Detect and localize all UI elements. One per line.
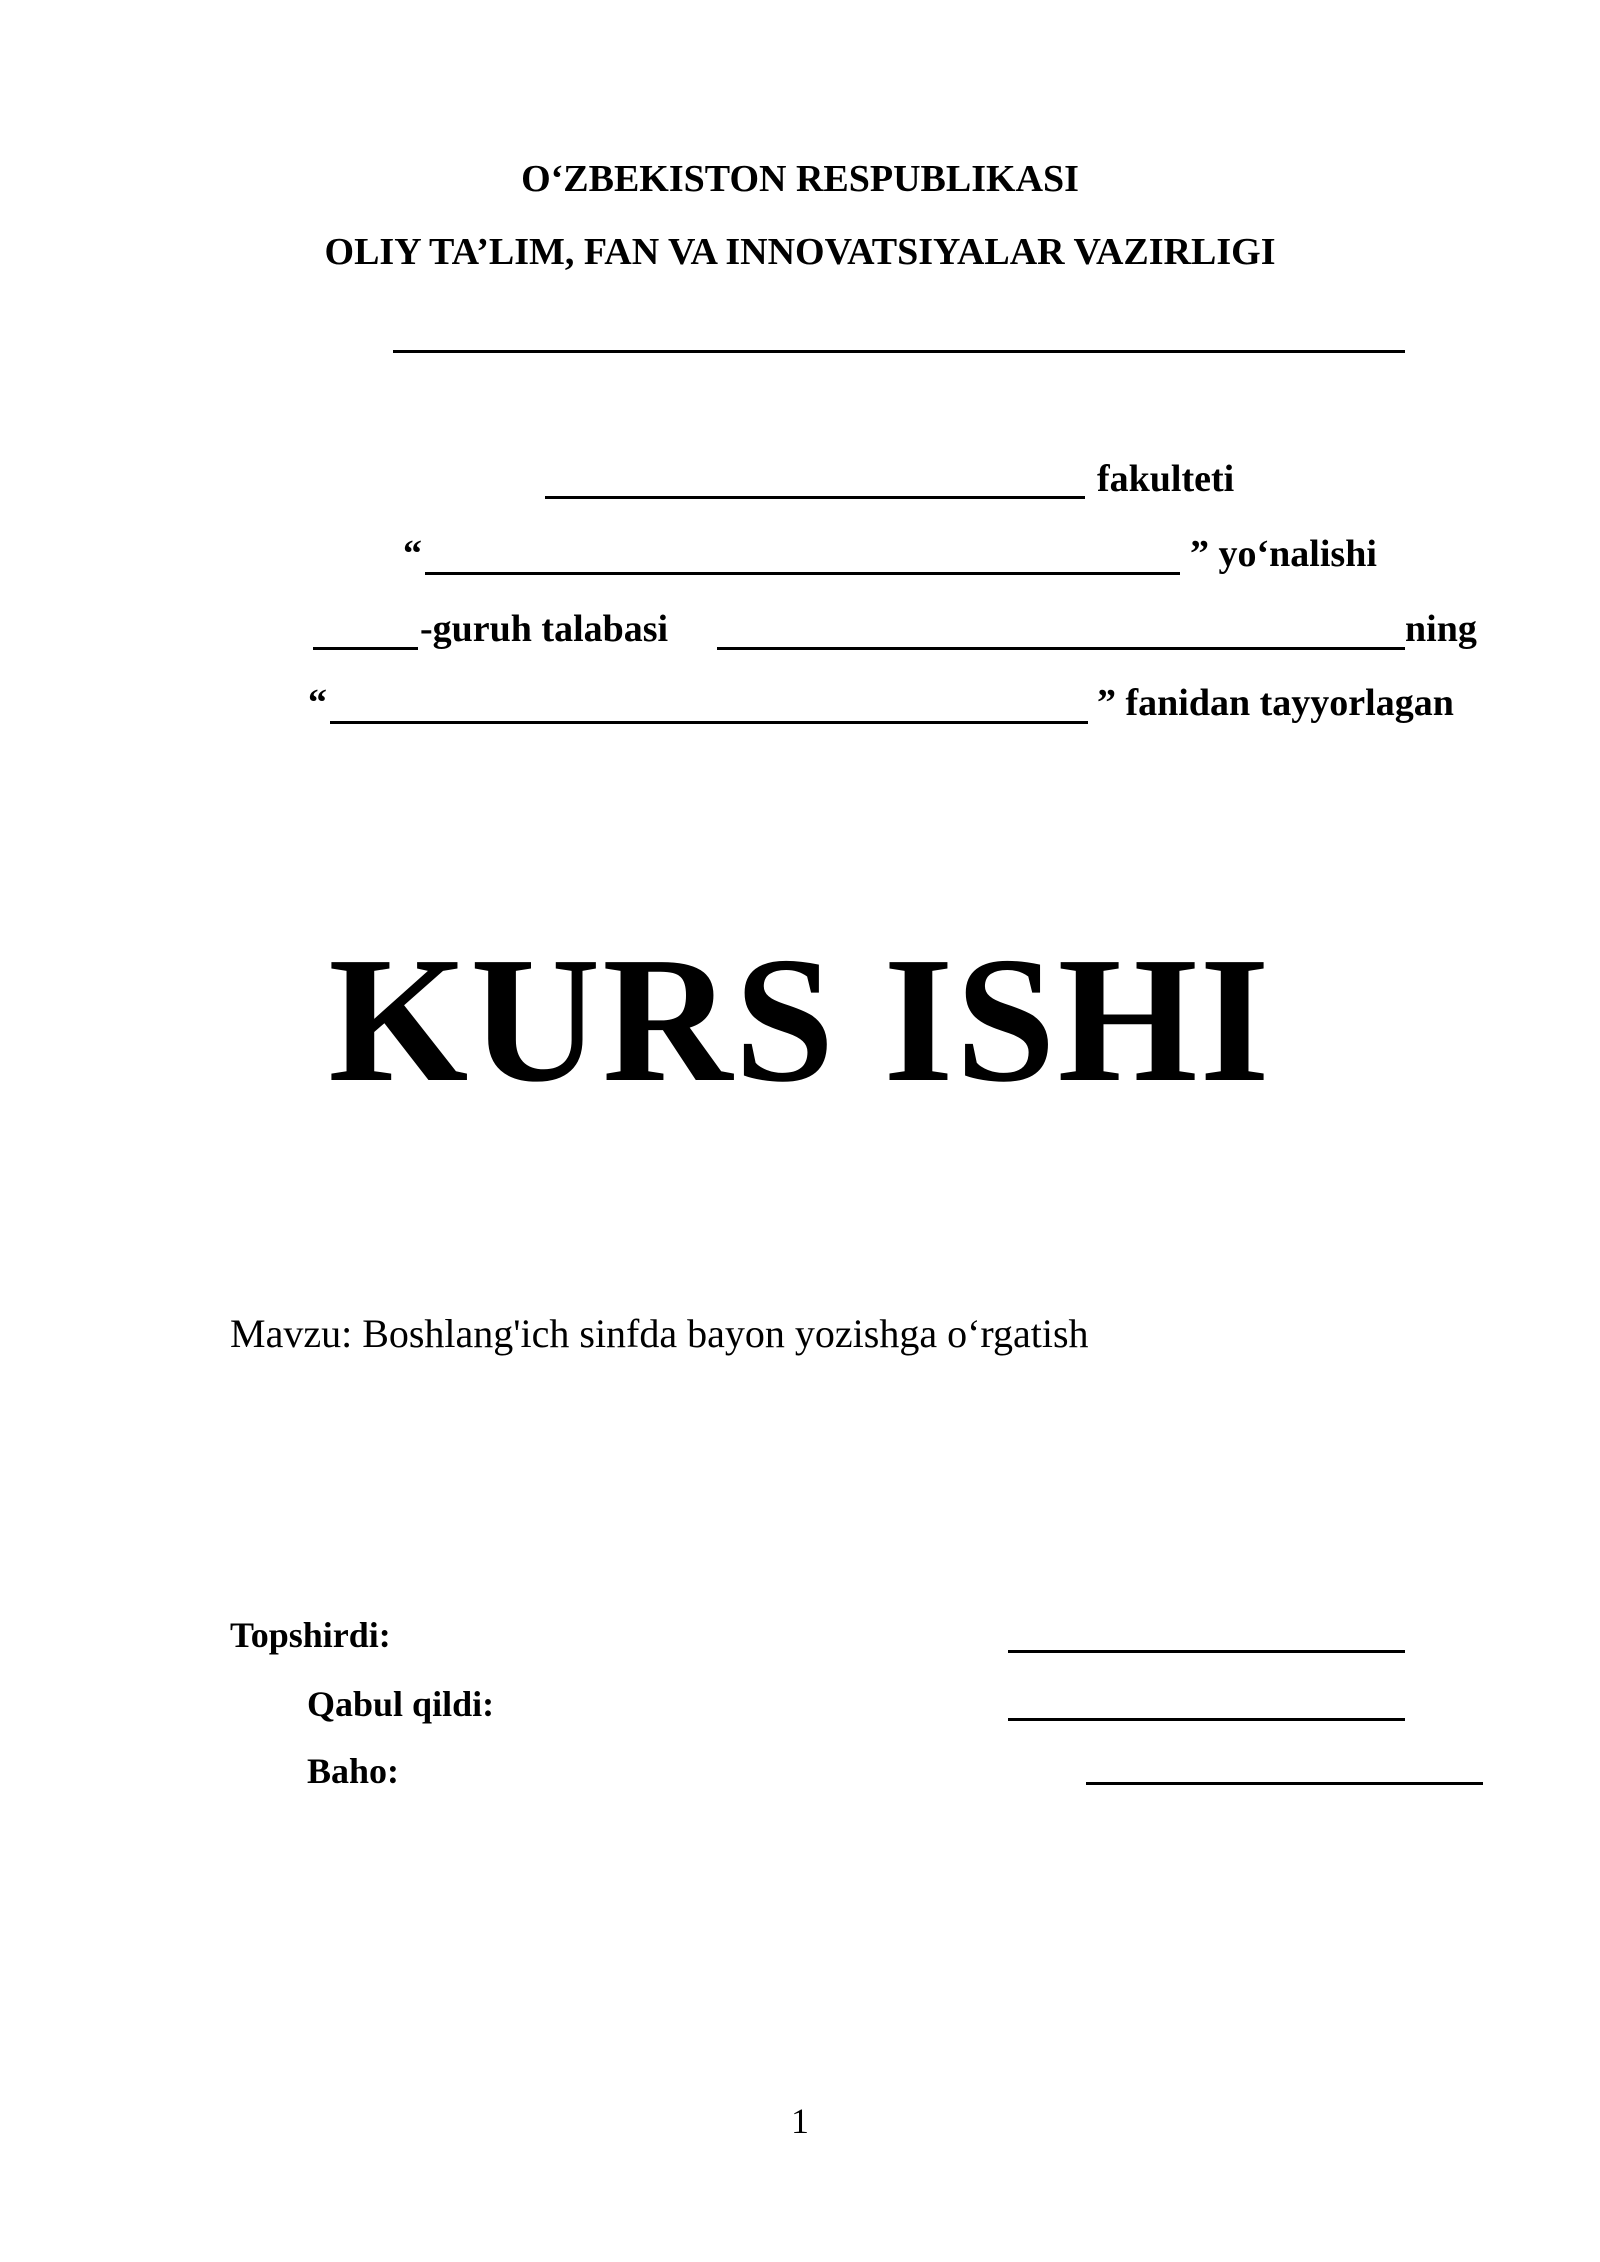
header-ministry: OLIY TA’LIM, FAN VA INNOVATSIYALAR VAZIRLIGI: [324, 231, 1276, 273]
topic-text: Mavzu: Boshlang'ich sinfda bayon yozishga o‘rgatish: [230, 1311, 1089, 1356]
document-title: KURS ISHI: [328, 920, 1272, 1119]
submitted-label: Topshirdi:: [230, 1615, 391, 1655]
accepted-blank-line: [1008, 1718, 1405, 1721]
grade-label: Baho:: [307, 1751, 400, 1791]
faculty-label: fakulteti: [1097, 458, 1235, 500]
faculty-blank-line: [545, 496, 1085, 499]
student-blank-line: [717, 647, 1405, 650]
header-country: O‘ZBEKISTON RESPUBLIKASI: [521, 158, 1079, 200]
direction-blank-line: [425, 572, 1180, 575]
university-blank-line: [393, 350, 1405, 353]
student-suffix: ning: [1405, 608, 1477, 650]
submitted-blank-line: [1008, 1650, 1405, 1653]
subject-open-quote: “: [308, 682, 327, 724]
subject-label: ” fanidan tayyorlagan: [1097, 682, 1454, 724]
group-label: -guruh talabasi: [420, 608, 669, 650]
group-blank-line: [313, 647, 418, 650]
direction-label: ” yo‘nalishi: [1190, 533, 1377, 575]
accepted-label: Qabul qildi:: [307, 1684, 495, 1724]
subject-blank-line: [330, 721, 1088, 724]
page-number: 1: [791, 2101, 809, 2141]
grade-blank-line: [1086, 1782, 1483, 1785]
direction-open-quote: “: [403, 533, 422, 575]
